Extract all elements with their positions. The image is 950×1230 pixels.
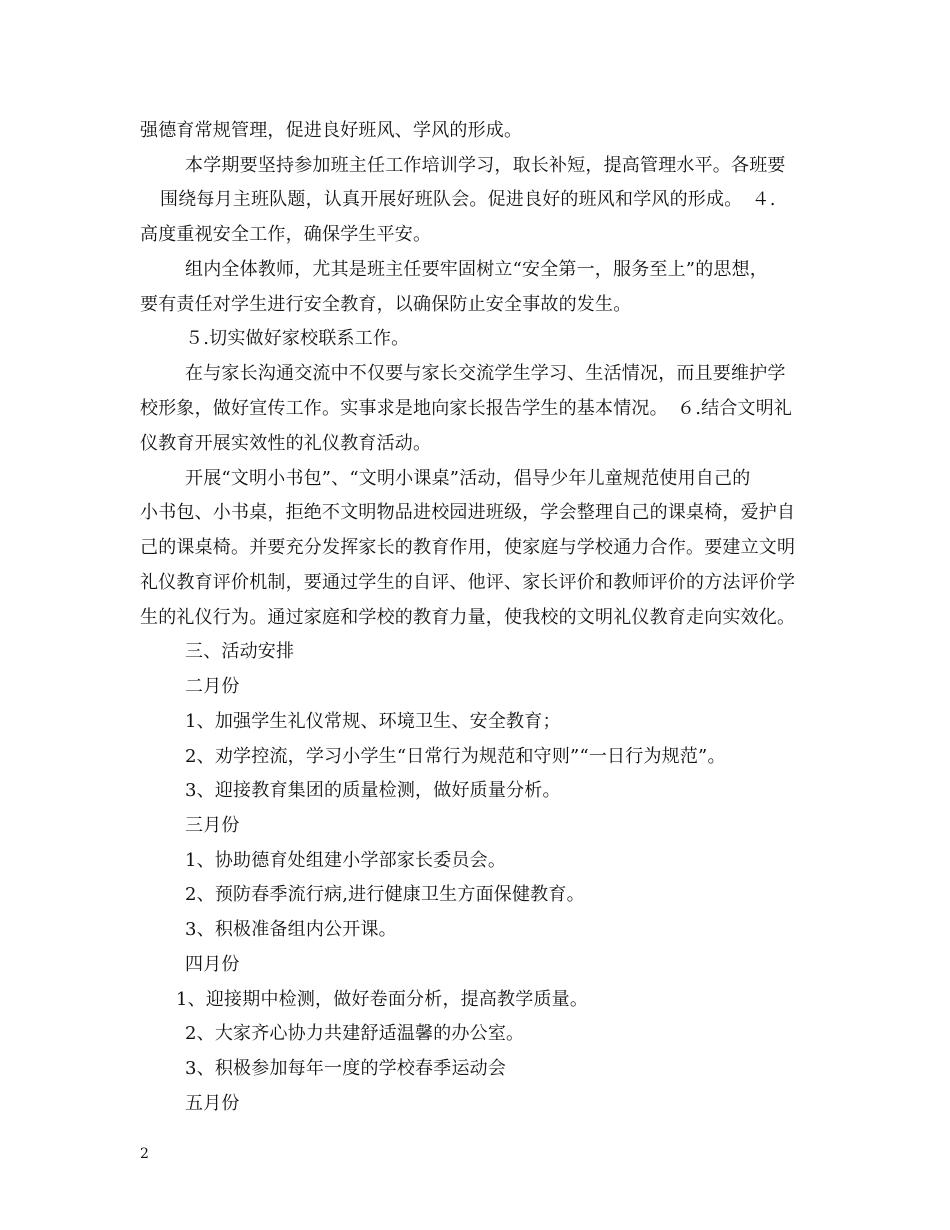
text-line: 仪教育开展实效性的礼仪教育活动。 (140, 433, 432, 454)
list-item: 3、积极参加每年一度的学校春季运动会 (185, 1058, 507, 1079)
list-item: 1、协助德育处组建小学部家长委员会。 (185, 850, 507, 871)
text-line: 小书包、小书桌，拒绝不文明物品进校园进班级，学会整理自己的课桌椅，爱护自 (140, 502, 796, 523)
month-heading: 四月份 (185, 954, 240, 975)
month-heading: 五月份 (185, 1093, 240, 1114)
list-item: 3、积极准备组内公开课。 (185, 919, 397, 940)
section-heading: 三、活动安排 (185, 641, 295, 662)
list-item: 3、迎接教育集团的质量检测，做好质量分析。 (185, 780, 561, 801)
text-line: 在与家长沟通交流中不仅要与家长交流学生学习、生活情况，而且要维护学 (185, 363, 786, 384)
text-line: 生的礼仪行为。通过家庭和学校的教育力量，使我校的文明礼仪教育走向实效化。 (140, 607, 796, 628)
text-line: 强德育常规管理，促进良好班风、学风的形成。 (140, 120, 523, 141)
page-number: 2 (140, 1146, 149, 1162)
text-line: 要有责任对学生进行安全教育，以确保防止安全事故的发生。 (140, 294, 632, 315)
text-line: ５.切实做好家校联系工作。 (185, 328, 410, 349)
text-line: 组内全体教师，尤其是班主任要牢固树立“安全第一，服务至上”的思想， (185, 259, 769, 280)
text-line: 礼仪教育评价机制，要通过学生的自评、他评、家长评价和教师评价的方法评价学 (140, 572, 796, 593)
month-heading: 三月份 (185, 815, 240, 836)
text-line: 开展“文明小书包”、“文明小课桌”活动，倡导少年儿童规范使用自己的 (185, 468, 751, 489)
list-item: 1、加强学生礼仪常规、环境卫生、安全教育； (185, 711, 561, 732)
list-item: 2、劝学控流，学习小学生“日常行为规范和守则”“一日行为规范”。 (185, 746, 726, 767)
text-line: 高度重视安全工作，确保学生平安。 (140, 224, 432, 245)
month-heading: 二月份 (185, 676, 240, 697)
text-line: 围绕每月主班队题，认真开展好班队会。促进良好的班风和学风的形成。 ４. (160, 189, 776, 210)
list-item: 2、大家齐心协力共建舒适温馨的办公室。 (185, 1023, 525, 1044)
list-item: 1、迎接期中检测，做好卷面分析，提高教学质量。 (176, 989, 589, 1010)
text-line: 己的课桌椅。并要充分发挥家长的教育作用，使家庭与学校通力合作。要建立文明 (140, 537, 796, 558)
text-line: 本学期要坚持参加班主任工作培训学习，取长补短，提高管理水平。各班要 (185, 155, 786, 176)
text-line: 校形象，做好宣传工作。实事求是地向家长报告学生的基本情况。 ６.结合文明礼 (140, 398, 793, 419)
list-item: 2、预防春季流行病,进行健康卫生方面保健教育。 (185, 884, 585, 905)
